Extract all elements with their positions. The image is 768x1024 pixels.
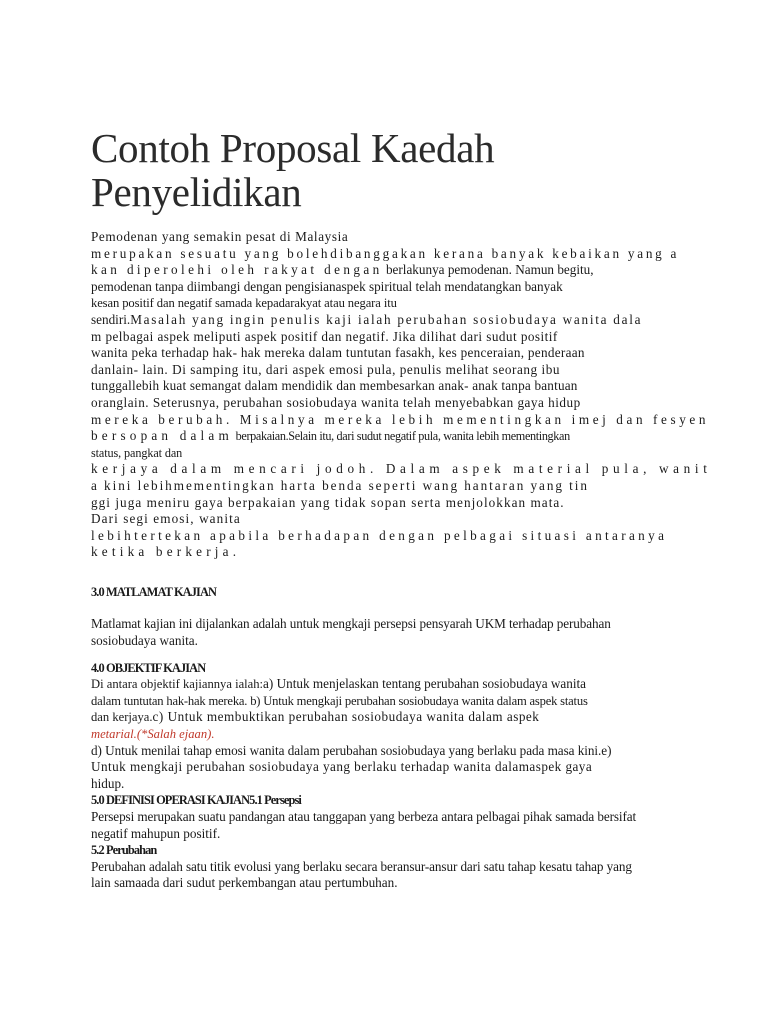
subsection-heading-perubahan: 5.2 Perubahan	[91, 843, 157, 858]
section-heading-matlamat: 3.0 MATLAMAT KAJIAN	[91, 584, 217, 599]
intro-text-segment: bersopan dalam	[91, 428, 233, 444]
spacer	[91, 600, 691, 616]
section-heading-objektif: 4.0 OBJEKTIF KAJIAN	[91, 660, 206, 675]
section4-text-segment: dan kerjaya.	[91, 710, 153, 725]
intro-text-segment: kan diperolehi oleh rakyat dengan	[91, 262, 383, 278]
section5-line: negatif mahupun positif.	[91, 825, 221, 841]
intro-text-segment: sendiri.	[91, 311, 131, 327]
intro-line: ggi juga meniru gaya berpakaian yang tidak sopan serta menjolokkan mata.	[91, 494, 565, 510]
intro-text-segment: berlakunya pemodenan. Namun begitu,	[382, 262, 594, 278]
intro-line: pemodenan tanpa diimbangi dengan pengisianaspek spiritual telah mendatangkan banyak	[91, 278, 563, 294]
section4-line	[91, 709, 691, 726]
intro-line: danlain- lain. Di samping itu, dari aspek emosi pula, penulis melihat seorang ibu	[91, 361, 561, 377]
section4-line: hidup.	[91, 775, 125, 791]
intro-line	[91, 312, 691, 329]
section4-line: dalam tuntutan hak-hak mereka. b) Untuk mengkaji perubahan sosiobudaya wanita dalam aspek status	[91, 693, 588, 708]
spacer	[91, 561, 691, 584]
intro-text-segment: Masalah yang ingin penulis kaji ialah perubahan sosiobudaya wanita dala	[130, 311, 643, 327]
section4-line: d) Untuk menilai tahap emosi wanita dalam perubahan sosiobudaya yang berlaku pada masa kini.e)	[91, 742, 612, 758]
section5-line: lain samaada dari sudut perkembangan atau pertumbuhan.	[91, 875, 398, 891]
intro-line: lebihtertekan apabila berhadapan dengan pelbagai situasi antaranya	[91, 527, 668, 543]
title-line-2: Penyelidikan	[91, 169, 302, 215]
section4-text-segment: c) Untuk membuktikan perubahan sosiobudaya wanita dalam aspek	[152, 709, 540, 725]
page-title	[91, 126, 494, 214]
section5-line: Persepsi merupakan suatu pandangan atau tanggapan yang berbeza antara pelbagai pihak samada bersifat	[91, 809, 637, 824]
section3-line: sosiobudaya wanita.	[91, 633, 198, 649]
intro-line: Dari segi emosi, wanita	[91, 511, 241, 527]
section4-line	[91, 676, 691, 693]
misspelling-note: metarial.(*Salah ejaan).	[91, 727, 215, 742]
intro-line: a kini lebihmementingkan harta benda seperti wang hantaran yang tin	[91, 477, 589, 493]
title-line-1: Contoh Proposal Kaedah	[91, 125, 495, 171]
spacer	[91, 650, 691, 660]
intro-line: kerjaya dalam mencari jodoh. Dalam aspek material pula, wanit	[91, 461, 712, 477]
section3-line: Matlamat kajian ini dijalankan adalah untuk mengkaji persepsi pensyarah UKM terhadap perubahan	[91, 616, 611, 632]
intro-line: mereka berubah. Misalnya mereka lebih mementingkan imej dan fesyen	[91, 411, 710, 427]
intro-line: oranglain. Seterusnya, perubahan sosiobudaya wanita telah menyebabkan gaya hidup	[91, 394, 581, 410]
intro-line: merupakan sesuatu yang bolehdibanggakan kerana banyak kebaikan yang a	[91, 245, 680, 261]
intro-line: wanita peka terhadap hak- hak mereka dalam tuntutan fasakh, kes penceraian, penderaan	[91, 345, 585, 361]
intro-text-segment: berpakaian.Selain itu, dari sudut negatif pula, wanita lebih mementingkan	[232, 429, 570, 444]
section4-text-segment: Di antara objektif kajiannya ialah:	[91, 677, 264, 692]
section4-line: Untuk mengkaji perubahan sosiobudaya yang berlaku terhadap wanita dalamaspek gaya	[91, 759, 593, 775]
intro-line: ketika berkerja.	[91, 544, 241, 560]
intro-line: Pemodenan yang semakin pesat di Malaysia	[91, 229, 349, 244]
section-heading-definisi: 5.0 DEFINISI OPERASI KAJIAN5.1 Persepsi	[91, 793, 301, 808]
intro-line	[91, 428, 691, 445]
document-body	[91, 229, 712, 892]
intro-line	[91, 262, 691, 279]
section4-text-segment: a) Untuk menjelaskan tentang perubahan sosiobudaya wanita	[263, 676, 587, 692]
section5-line: Perubahan adalah satu titik evolusi yang berlaku secara beransur-ansur dari satu tahap kesatu tahap yang	[91, 858, 632, 874]
intro-line: m pelbagai aspek meliputi aspek positif dan negatif. Jika dilihat dari sudut positif	[91, 328, 558, 344]
intro-line: kesan positif dan negatif samada kepadarakyat atau negara itu	[91, 296, 397, 311]
intro-line: status, pangkat dan	[91, 445, 183, 460]
intro-line: tunggallebih kuat semangat dalam mendidik dan membesarkan anak- anak tanpa bantuan	[91, 378, 578, 394]
